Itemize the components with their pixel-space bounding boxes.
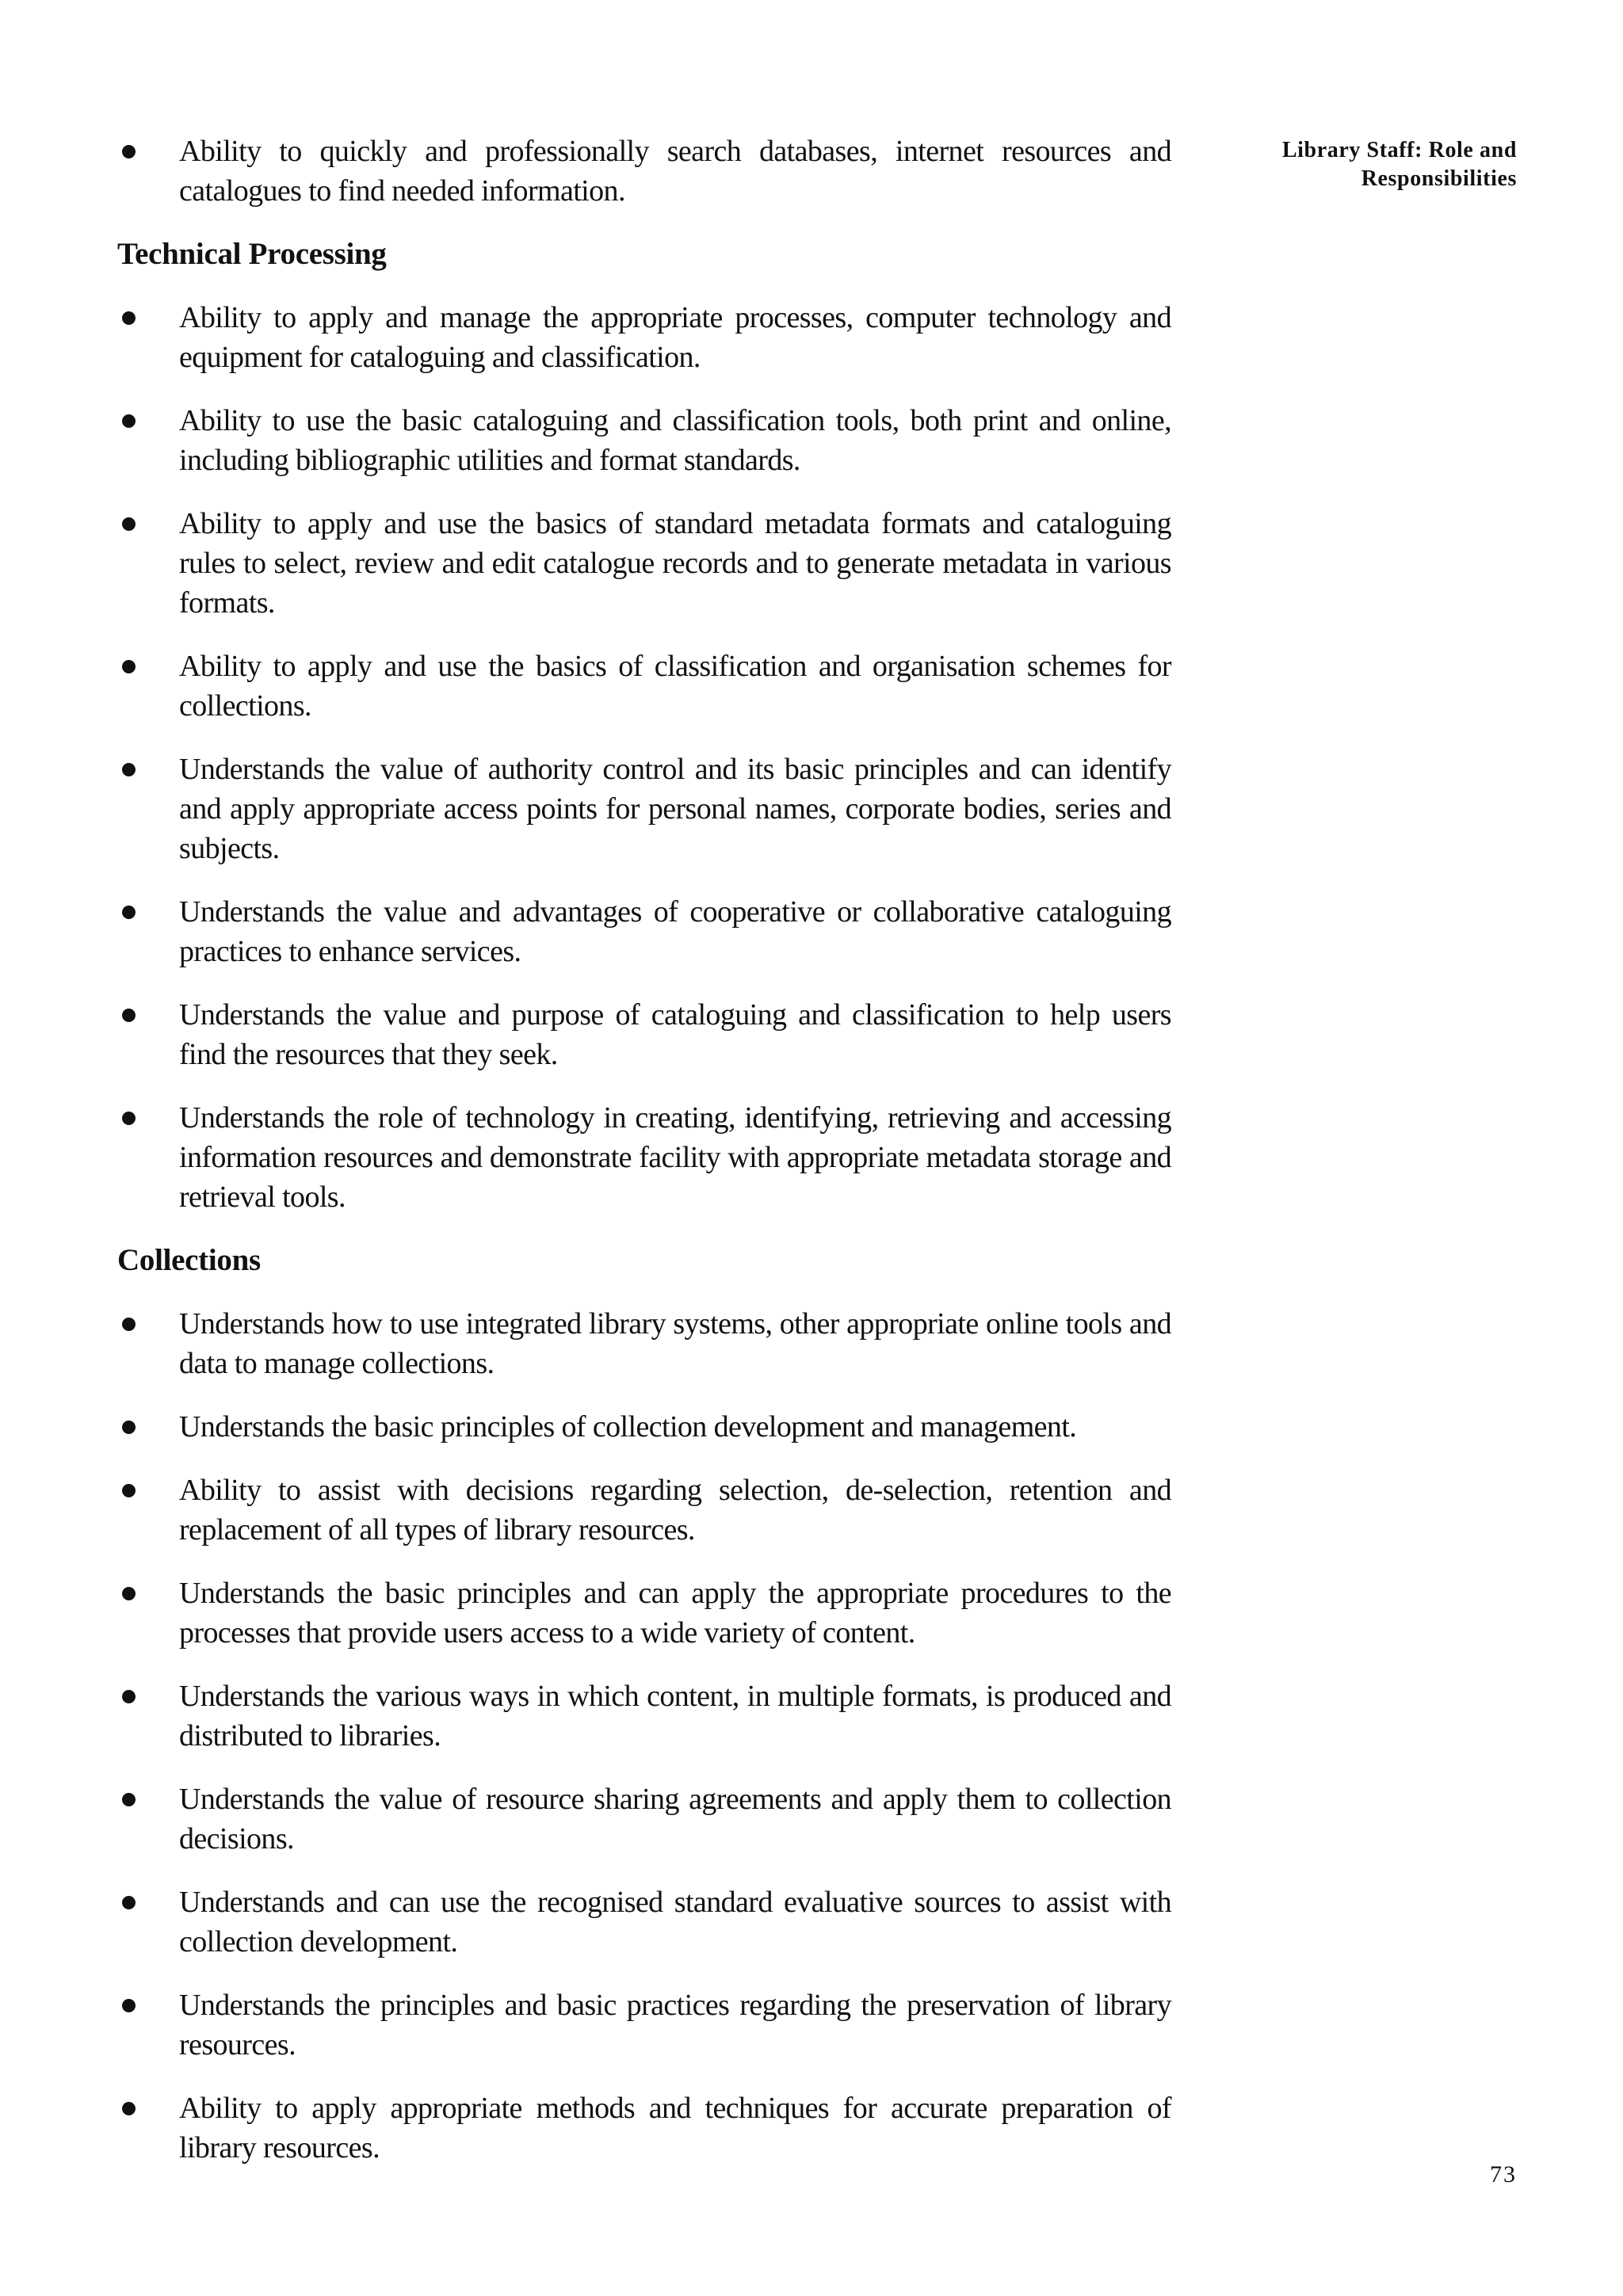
page-number: 73 [1490, 2161, 1517, 2187]
list-item [117, 892, 1171, 971]
list-item [117, 1882, 1171, 1962]
list-item [117, 401, 1171, 480]
list-item [117, 1573, 1171, 1653]
list-item-text: Ability to quickly and professionally search databases, internet resources and catalogues to find needed information. [179, 135, 1171, 208]
list-item-text: Understands the principles and basic practices regarding the preservation of library resources. [179, 1989, 1171, 2061]
list-item-text: Ability to assist with decisions regarding selection, de-selection, retention and replacement of all types of library resources. [179, 1474, 1171, 1547]
page-body [117, 132, 1171, 2191]
bullet-icon [122, 1484, 136, 1497]
bullet-icon [122, 1421, 136, 1434]
bullet-icon [122, 763, 136, 776]
bullet-icon [122, 906, 136, 919]
bullet-icon [122, 660, 136, 673]
list-item [117, 995, 1171, 1074]
bullet-icon [122, 1793, 136, 1806]
running-header [1200, 136, 1517, 193]
bullet-icon [122, 1896, 136, 1909]
list-item [117, 646, 1171, 726]
list-item-text: Ability to apply and manage the appropriate processes, computer technology and equipment for cataloguing and classification. [179, 301, 1171, 374]
list-item-text: Ability to apply and use the basics of classification and organisation schemes for collections. [179, 650, 1171, 723]
list-item-text: Understands the value and purpose of cataloguing and classification to help users find the resources that they seek. [179, 998, 1171, 1071]
list-item-text: Understands the basic principles and can apply the appropriate procedures to the processes that provide users access to a wide variety of content. [179, 1577, 1171, 1650]
bullet-icon [122, 311, 136, 325]
list-item [117, 1098, 1171, 1217]
bullet-icon [122, 1112, 136, 1125]
list-item [117, 1407, 1171, 1447]
running-header-line-1: Library Staff: Role and [1281, 138, 1517, 162]
list-item [117, 1304, 1171, 1383]
list-item-text: Understands the value of resource sharing agreements and apply them to collection decisions. [179, 1783, 1171, 1855]
list-item-text: Ability to apply appropriate methods and techniques for accurate preparation of library resources. [179, 2092, 1171, 2164]
bullet-icon [122, 517, 136, 531]
list-item [117, 749, 1171, 868]
list-item [117, 1985, 1171, 2065]
list-item [117, 132, 1171, 211]
list-item [117, 504, 1171, 623]
list-item [117, 2088, 1171, 2168]
bullet-icon [122, 145, 136, 158]
list-item [117, 1779, 1171, 1859]
bullet-icon [122, 414, 136, 428]
list-item-text: Ability to apply and use the basics of standard metadata formats and cataloguing rules to select, review and edit catalogue records and to generate metadata in various formats. [179, 507, 1171, 620]
list-item-text: Understands how to use integrated library systems, other appropriate online tools and data to manage collections. [179, 1307, 1171, 1380]
list-item [117, 1676, 1171, 1756]
bullet-icon [122, 1587, 136, 1600]
list-item-text: Understands the role of technology in creating, identifying, retrieving and accessing information resources and demonstrate facility with appropriate metadata storage and retrieval tools. [179, 1101, 1171, 1214]
section-heading-technical-processing: Technical Processing [117, 237, 387, 271]
section-heading-collections: Collections [117, 1243, 261, 1277]
bullet-icon [122, 1318, 136, 1331]
running-header-line-2: Responsibilities [1361, 166, 1517, 191]
bullet-icon [122, 1999, 136, 2012]
list-item-text: Understands the value and advantages of cooperative or collaborative cataloguing practices to enhance services. [179, 895, 1171, 968]
list-item [117, 298, 1171, 377]
list-item-text: Understands the basic principles of collection development and management. [179, 1410, 1077, 1444]
list-item-text: Ability to use the basic cataloguing and classification tools, both print and online, including bibliographic utilities and format standards. [179, 404, 1171, 477]
bullet-icon [122, 2102, 136, 2115]
list-item-text: Understands the value of authority control and its basic principles and can identify and apply appropriate access points for personal names, corporate bodies, series and subjects. [179, 753, 1171, 865]
list-item [117, 1470, 1171, 1550]
list-item-text: Understands and can use the recognised standard evaluative sources to assist with collection development. [179, 1886, 1171, 1958]
list-item-text: Understands the various ways in which content, in multiple formats, is produced and distributed to libraries. [179, 1680, 1171, 1753]
bullet-icon [122, 1690, 136, 1703]
bullet-icon [122, 1009, 136, 1022]
